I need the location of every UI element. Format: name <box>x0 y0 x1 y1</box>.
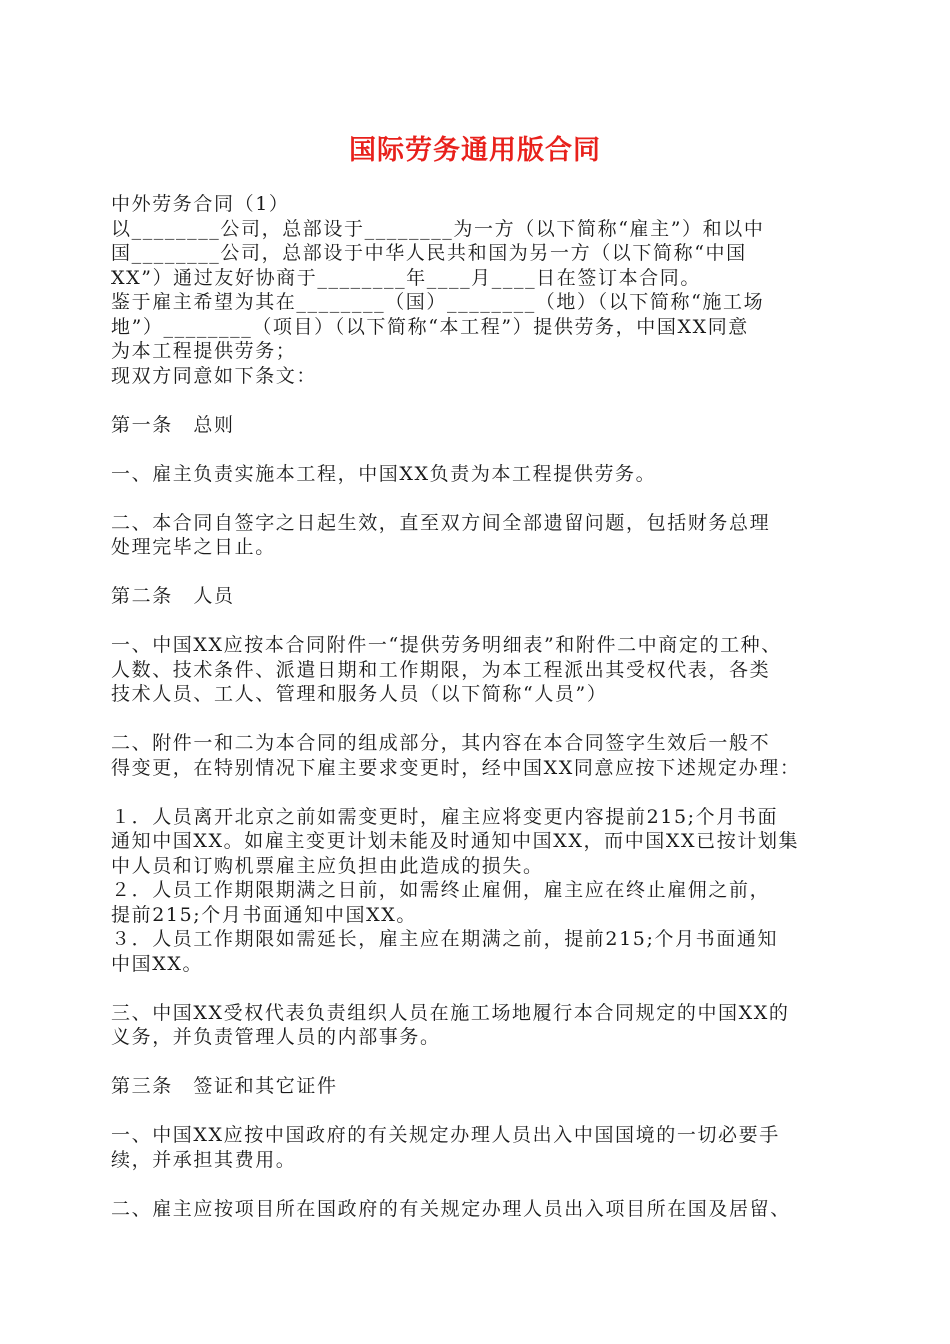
text-line: 提前215;个月书面通知中国XX。 <box>111 903 417 926</box>
text-line: 二、雇主应按项目所在国政府的有关规定办理人员出入项目所在国及居留、 <box>111 1197 791 1220</box>
text-line: 三、中国XX受权代表负责组织人员在施工场地履行本合同规定的中国XX的 <box>111 1001 790 1024</box>
text-line: 一、雇主负责实施本工程，中国XX负责为本工程提供劳务。 <box>111 462 657 485</box>
document-body <box>111 192 843 1221</box>
text-line: 处理完毕之日止。 <box>111 536 276 558</box>
blank-line <box>111 1050 843 1075</box>
text-line: XX”）通过友好协商于________年____月____日在签订本合同。 <box>111 266 701 289</box>
text-line: 二、本合同自签字之日起生效，直至双方间全部遗留问题，包括财务总理 <box>111 511 771 534</box>
text-line: 通知中国XX。如雇主变更计划未能及时通知中国XX，而中国XX已按计划集 <box>111 830 800 852</box>
blank-line <box>111 780 843 805</box>
text-line: ３．人员工作期限如需延长，雇主应在期满之前，提前215;个月书面通知 <box>111 928 779 950</box>
text-line: 人数、技术条件、派遣日期和工作期限，为本工程派出其受权代表，各类 <box>111 658 771 681</box>
text-line: 一、中国XX应按本合同附件一“提供劳务明细表”和附件二中商定的工种、 <box>111 634 782 656</box>
text-line: 地”）________（项目）（以下简称“本工程”）提供劳务，中国XX同意 <box>111 315 749 338</box>
blank-line <box>111 486 843 511</box>
blank-line <box>111 609 843 634</box>
blank-line <box>111 560 843 585</box>
text-line: 国________公司，总部设于中华人民共和国为另一方（以下简称“中国 <box>111 242 747 264</box>
blank-line <box>111 1099 843 1124</box>
text-line: 续，并承担其费用。 <box>111 1148 297 1171</box>
document-title: 国际劳务通用版合同 <box>349 135 601 166</box>
text-line: 一、中国XX应按中国政府的有关规定办理人员出入中国国境的一切必要手 <box>111 1124 780 1146</box>
text-line: ２．人员工作期限期满之日前，如需终止雇佣，雇主应在终止雇佣之前， <box>111 879 771 901</box>
blank-line <box>111 388 843 413</box>
text-line: 第一条 总则 <box>111 413 235 436</box>
blank-line <box>111 437 843 462</box>
text-line: 第二条 人员 <box>111 585 235 607</box>
text-line: 现双方同意如下条文： <box>111 364 318 387</box>
text-line: 中外劳务合同（1） <box>111 193 290 215</box>
text-line: 第三条 签证和其它证件 <box>111 1075 338 1097</box>
text-line: 得变更，在特别情况下雇主要求变更时，经中国XX同意应按下述规定办理： <box>111 756 801 779</box>
text-line: １．人员离开北京之前如需变更时，雇主应将变更内容提前215;个月书面 <box>111 805 779 828</box>
text-line: 中人员和订购机票雇主应负担由此造成的损失。 <box>111 854 544 877</box>
text-line: 中国XX。 <box>111 952 204 975</box>
text-line: 技术人员、工人、管理和服务人员（以下简称“人员”） <box>111 683 608 705</box>
blank-line <box>111 707 843 732</box>
text-line: 鉴于雇主希望为其在________（国）________（地）（以下简称“施工场 <box>111 291 765 313</box>
text-line: 为本工程提供劳务； <box>111 340 297 362</box>
text-line: 义务，并负责管理人员的内部事务。 <box>111 1026 441 1048</box>
text-line: 二、附件一和二为本合同的组成部分，其内容在本合同签字生效后一般不 <box>111 732 771 754</box>
blank-line <box>111 1172 843 1197</box>
blank-line <box>111 976 843 1001</box>
text-line: 以________公司，总部设于________为一方（以下简称“雇主”）和以中 <box>111 217 765 240</box>
